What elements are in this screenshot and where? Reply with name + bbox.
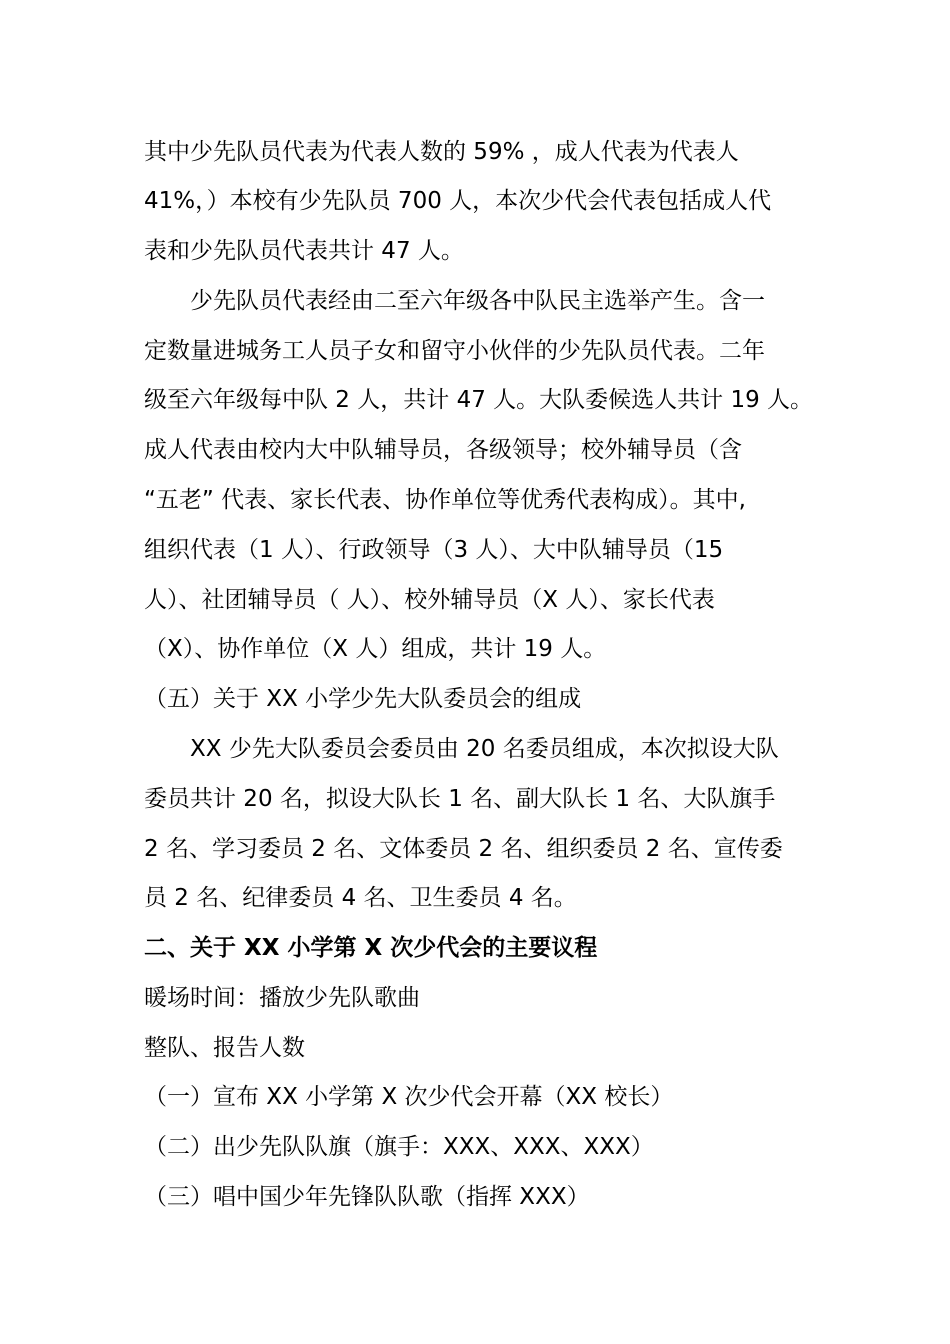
- paragraph-line: 表和少先队员代表共计 47 人。: [144, 238, 464, 264]
- agenda-item: 暖场时间：播放少先队歌曲: [144, 985, 420, 1011]
- agenda-item: 整队、报告人数: [144, 1035, 305, 1061]
- chapter-heading: 二、关于 XX 小学第 X 次少代会的主要议程: [144, 935, 598, 961]
- paragraph-line: 少先队员代表经由二至六年级各中队民主选举产生。含一: [190, 288, 765, 314]
- paragraph-line: 委员共计 20 名，拟设大队长 1 名、副大队长 1 名、大队旗手: [144, 786, 776, 812]
- paragraph-line: 级至六年级每中队 2 人，共计 47 人。大队委候选人共计 19 人。: [144, 387, 814, 413]
- paragraph-line: 定数量进城务工人员子女和留守小伙伴的少先队员代表。二年: [144, 338, 765, 364]
- paragraph-line: （X）、协作单位（X 人）组成，共计 19 人。: [144, 636, 607, 662]
- paragraph-line: 组织代表（1 人）、行政领导（3 人）、大中队辅导员（15: [144, 537, 724, 563]
- paragraph-line: “五老” 代表、家长代表、协作单位等优秀代表构成）。其中,: [144, 487, 746, 513]
- paragraph-line: 人）、社团辅导员（ 人）、校外辅导员（X 人）、家长代表: [144, 587, 715, 613]
- paragraph-line: 41%，）本校有少先队员 700 人，本次少代会代表包括成人代: [144, 188, 772, 214]
- paragraph-line: 2 名、学习委员 2 名、文体委员 2 名、组织委员 2 名、宣传委: [144, 836, 783, 862]
- agenda-item: （二）出少先队队旗（旗手：XXX、XXX、XXX）: [144, 1134, 654, 1160]
- agenda-item: （三）唱中国少年先锋队队歌（指挥 XXX）: [144, 1184, 590, 1210]
- paragraph-line: 员 2 名、纪律委员 4 名、卫生委员 4 名。: [144, 885, 577, 911]
- paragraph-line: 成人代表由校内大中队辅导员，各级领导；校外辅导员（含: [144, 437, 742, 463]
- section-heading: （五）关于 XX 小学少先大队委员会的组成: [144, 686, 582, 712]
- paragraph-line: XX 少先大队委员会委员由 20 名委员组成，本次拟设大队: [190, 736, 779, 762]
- paragraph-line: 其中少先队员代表为代表人数的 59% ，成人代表为代表人: [144, 139, 739, 165]
- agenda-item: （一）宣布 XX 小学第 X 次少代会开幕（XX 校长）: [144, 1084, 674, 1110]
